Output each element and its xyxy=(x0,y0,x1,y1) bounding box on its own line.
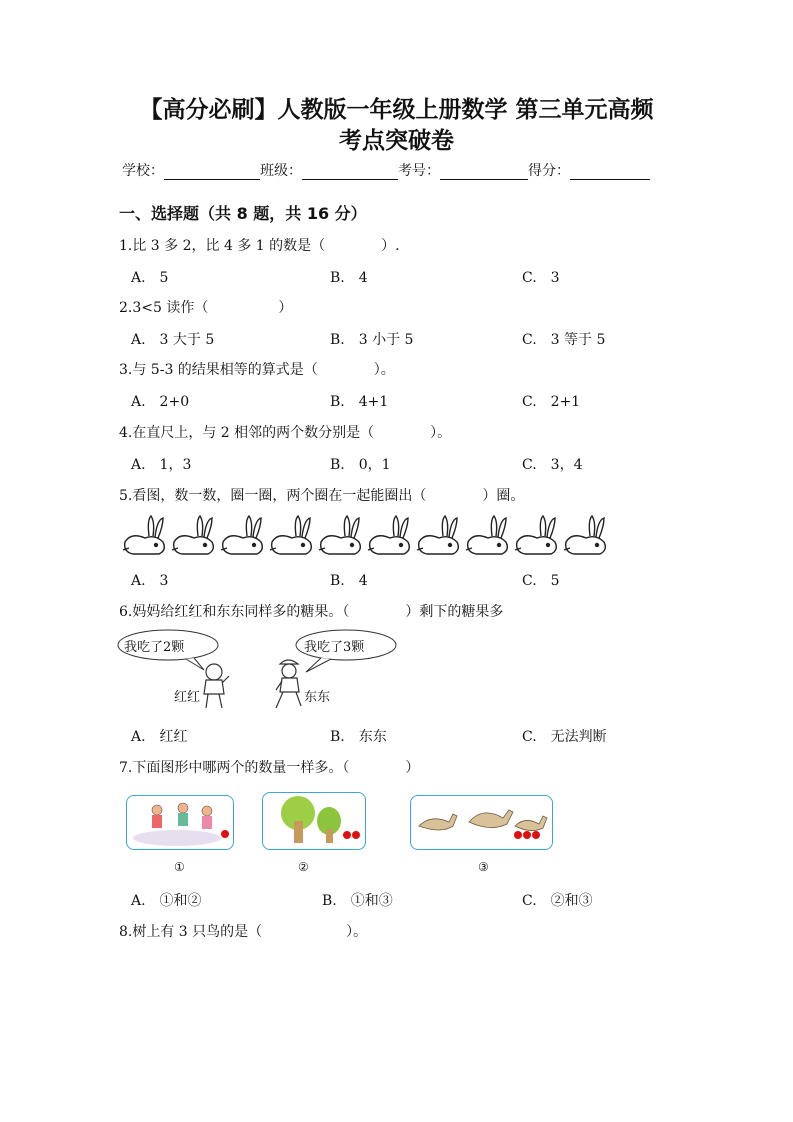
rabbit-icon xyxy=(564,516,605,554)
question-4: 4.在直尺上，与 2 相邻的两个数分别是（ ）。 xyxy=(119,425,452,441)
info-line xyxy=(122,160,650,180)
q2-option-c[interactable]: C. 3 等于 5 xyxy=(522,332,606,348)
q2-option-a[interactable]: A. 3 大于 5 xyxy=(131,332,215,348)
q4-option-b[interactable]: B. 0，1 xyxy=(330,457,391,473)
rabbit-icon xyxy=(172,516,213,554)
q1-option-a[interactable]: A. 5 xyxy=(131,270,169,286)
q1-option-c[interactable]: C. 3 xyxy=(522,270,560,286)
q4-option-a[interactable]: A. 1，3 xyxy=(131,457,192,473)
score-label: 得分： xyxy=(528,163,570,179)
red-dot xyxy=(221,830,229,838)
rabbit-row xyxy=(119,512,619,558)
red-dot xyxy=(532,831,540,839)
class-label: 班级： xyxy=(260,163,302,179)
rabbit-icon xyxy=(221,516,262,554)
q3-option-b[interactable]: B. 4+1 xyxy=(330,394,389,410)
question-1: 1.比 3 多 2，比 4 多 1 的数是（ ）. xyxy=(119,238,400,254)
q6-option-b[interactable]: B. 东东 xyxy=(330,729,387,745)
figure-label-3: ③ xyxy=(478,860,489,874)
page-title: 【高分必刷】人教版一年级上册数学 第三单元高频 xyxy=(139,97,654,123)
figure-box-3 xyxy=(410,795,553,850)
q7-option-b[interactable]: B. ①和③ xyxy=(322,893,393,909)
q5-option-a[interactable]: A. 3 xyxy=(131,573,169,589)
red-dot xyxy=(514,831,522,839)
class-blank[interactable] xyxy=(302,163,398,180)
question-7: 7.下面图形中哪两个的数量一样多。（ ） xyxy=(119,760,420,776)
rabbit-icon xyxy=(270,516,311,554)
name-dongdong: 东东 xyxy=(304,690,331,705)
section-heading: 一、选择题（共 8 题，共 16 分） xyxy=(119,204,367,223)
box3-dots xyxy=(513,824,540,843)
question-2: 2.3<5 读作（ ） xyxy=(119,300,293,316)
red-dot xyxy=(343,831,351,839)
boy-icon xyxy=(276,660,301,708)
box1-dots xyxy=(220,823,229,842)
children-icon xyxy=(127,796,232,848)
q3-option-c[interactable]: C. 2+1 xyxy=(522,394,581,410)
red-dot xyxy=(523,831,531,839)
page-title-line2: 考点突破卷 xyxy=(339,128,454,154)
q7-option-a[interactable]: A. ①和② xyxy=(131,893,202,909)
q6-option-a[interactable]: A. 红红 xyxy=(131,729,188,745)
rabbits-figure xyxy=(119,512,619,558)
q7-option-c[interactable]: C. ②和③ xyxy=(522,893,593,909)
q2-option-b[interactable]: B. 3 小于 5 xyxy=(330,332,414,348)
q1-option-b[interactable]: B. 4 xyxy=(330,270,368,286)
exam-no-blank[interactable] xyxy=(440,163,528,180)
q4-option-c[interactable]: C. 3，4 xyxy=(522,457,583,473)
girl-icon xyxy=(204,664,229,708)
school-blank[interactable] xyxy=(164,163,260,180)
rabbit-icon xyxy=(123,516,164,554)
q5-option-c[interactable]: C. 5 xyxy=(522,573,560,589)
figure-box-1 xyxy=(126,795,234,850)
box2-dots xyxy=(342,824,360,843)
bubble-left-text: 我吃了2颗 xyxy=(124,640,185,655)
question-6: 6.妈妈给红红和东东同样多的糖果。（ ）剩下的糖果多 xyxy=(119,604,504,620)
school-label: 学校： xyxy=(122,163,164,179)
figure-label-2: ② xyxy=(298,860,309,874)
question-5: 5.看图，数一数，圈一圈，两个圈在一起能圈出（ ）圈。 xyxy=(119,488,525,504)
bubble-right-text: 我吃了3颗 xyxy=(304,640,365,655)
exam-no-label: 考号： xyxy=(398,163,440,179)
figure-box-2 xyxy=(262,792,366,850)
score-blank[interactable] xyxy=(570,163,650,180)
rabbit-icon xyxy=(515,516,556,554)
question-3: 3.与 5-3 的结果相等的算式是（ ）。 xyxy=(119,362,395,378)
figure-label-1: ① xyxy=(174,860,185,874)
red-dot xyxy=(352,831,360,839)
q6-option-c[interactable]: C. 无法判断 xyxy=(522,729,607,745)
rabbit-icon xyxy=(319,516,360,554)
rabbit-icon xyxy=(466,516,507,554)
q3-option-a[interactable]: A. 2+0 xyxy=(131,394,190,410)
rabbit-icon xyxy=(368,516,409,554)
name-honghong: 红红 xyxy=(174,690,201,705)
rabbit-icon xyxy=(417,516,458,554)
q5-option-b[interactable]: B. 4 xyxy=(330,573,368,589)
question-8: 8.树上有 3 只鸟的是（ ）。 xyxy=(119,924,368,940)
